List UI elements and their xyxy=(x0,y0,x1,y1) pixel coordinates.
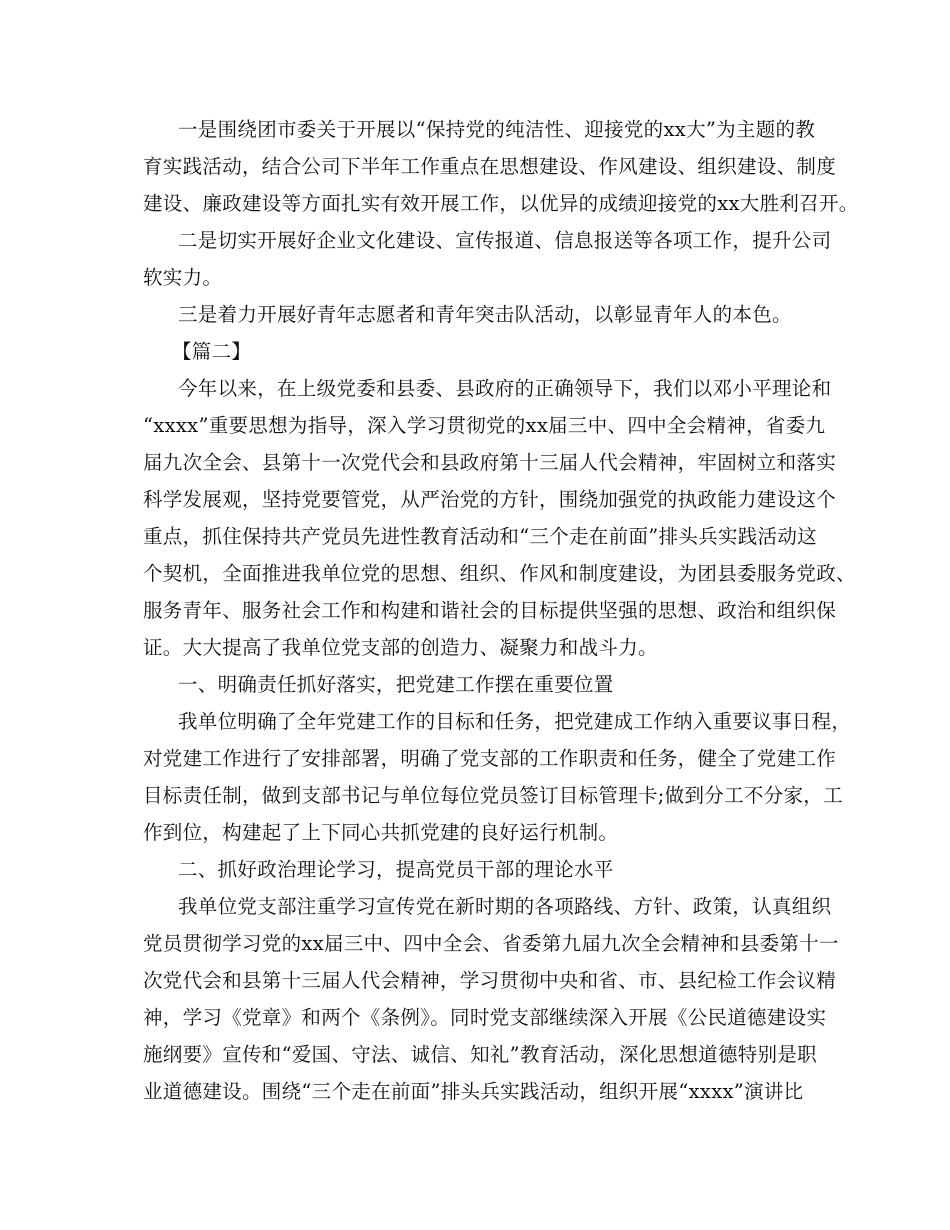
paragraph-line: 神，学习《党章》和两个《条例》。同时党支部继续深入开展《公民道德建设实 xyxy=(143,1006,827,1029)
paragraph-line: 业道德建设。围绕“三个走在前面”排头兵实践活动，组织开展“xxxx”演讲比 xyxy=(143,1080,804,1103)
paragraph-line: 二是切实开展好企业文化建设、宣传报道、信息报送等各项工作，提升公司 xyxy=(178,229,832,252)
paragraph-line: “xxxx”重要思想为指导，深入学习贯彻党的xx届三中、四中全会精神，省委九 xyxy=(143,414,826,437)
paragraph-line: 育实践活动，结合公司下半年工作重点在思想建设、作风建设、组织建设、制度 xyxy=(143,155,837,178)
paragraph-line: 建设、廉政建设等方面扎实有效开展工作，以优异的成绩迎接党的xx大胜利召开。 xyxy=(143,192,859,215)
paragraph-line: 目标责任制，做到支部书记与单位每位党员签订目标管理卡;做到分工不分家，工 xyxy=(143,784,843,807)
section-heading: 二、抓好政治理论学习，提高党员干部的理论水平 xyxy=(178,858,614,881)
section-heading: 一、明确责任抓好落实，把党建工作摆在重要位置 xyxy=(178,673,614,696)
paragraph-line: 作到位，构建起了上下同心共抓党建的良好运行机制。 xyxy=(143,821,619,844)
paragraph-line: 我单位党支部注重学习宣传党在新时期的各项路线、方针、政策，认真组织 xyxy=(178,895,832,918)
paragraph-line: 证。大大提高了我单位党支部的创造力、凝聚力和战斗力。 xyxy=(143,636,658,659)
paragraph-line: 软实力。 xyxy=(143,266,223,289)
paragraph-line: 今年以来，在上级党委和县委、县政府的正确领导下，我们以邓小平理论和 xyxy=(178,377,832,400)
paragraph-line: 届九次全会、县第十一次党代会和县政府第十三届人代会精神，牢固树立和落实 xyxy=(143,451,837,474)
paragraph-line: 个契机，全面推进我单位党的思想、组织、作风和制度建设，为团县委服务党政、 xyxy=(143,562,856,585)
paragraph-line: 服务青年、服务社会工作和构建和谐社会的目标提供坚强的思想、政治和组织保 xyxy=(143,599,837,622)
paragraph-line: 一是围绕团市委关于开展以“保持党的纯洁性、迎接党的xx大”为主题的教 xyxy=(178,118,816,141)
paragraph-line: 科学发展观，坚持党要管党，从严治党的方针，围绕加强党的执政能力建设这个 xyxy=(143,488,837,511)
paragraph-line: 对党建工作进行了安排部署，明确了党支部的工作职责和任务，健全了党建工作 xyxy=(143,747,837,770)
paragraph-line: 党员贯彻学习党的xx届三中、四中全会、省委第九届九次全会精神和县委第十一 xyxy=(143,932,839,955)
paragraph-line: 施纲要》宣传和“爱国、守法、诚信、知礼”教育活动，深化思想道德特别是职 xyxy=(143,1043,817,1066)
section-heading: 【篇二】 xyxy=(172,340,252,363)
paragraph-line: 次党代会和县第十三届人代会精神，学习贯彻中央和省、市、县纪检工作会议精 xyxy=(143,969,837,992)
paragraph-line: 三是着力开展好青年志愿者和青年突击队活动，以彰显青年人的本色。 xyxy=(178,303,792,326)
paragraph-line: 我单位明确了全年党建工作的目标和任务，把党建成工作纳入重要议事日程， xyxy=(178,710,852,733)
paragraph-line: 重点，抓住保持共产党员先进性教育活动和“三个走在前面”排头兵实践活动这 xyxy=(143,525,817,548)
